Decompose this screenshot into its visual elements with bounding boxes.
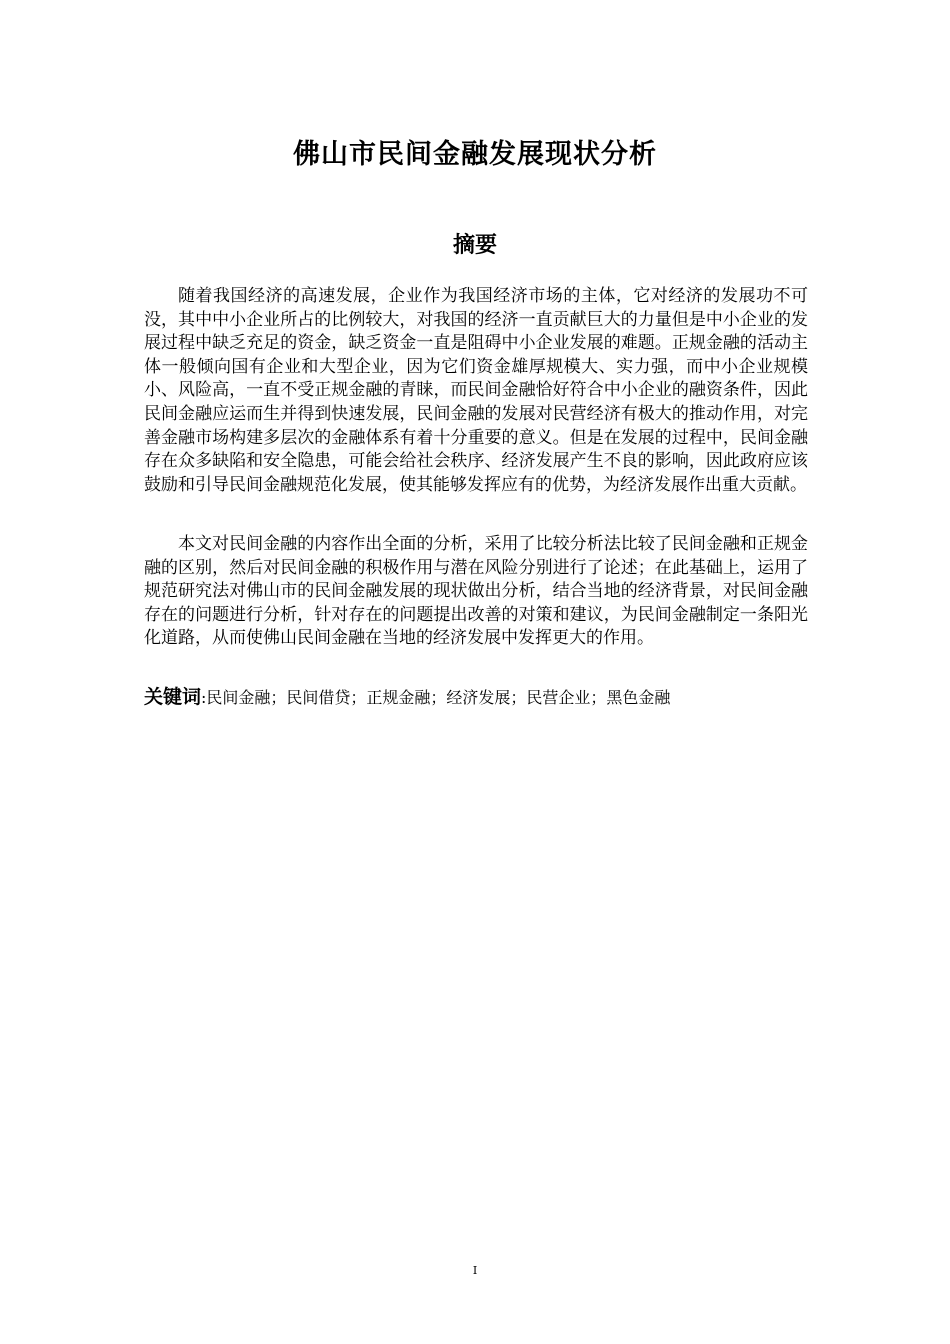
keywords-separator: : xyxy=(201,688,207,707)
abstract-paragraph-1: 随着我国经济的高速发展，企业作为我国经济市场的主体，它对经济的发展功不可没，其中中小企业所占的比例较大，对我国的经济一直贡献巨大的力量但是中小企业的发展过程中缺乏充足的资金，缺乏资金一直是阻碍中小企业发展的难题。正规金融的活动主体一般倾向国有企业和大型企业，因为它们资金雄厚规模大、实力强，而中小企业规模小、风险高，一直不受正规金融的青睐，而民间金融恰好符合中小企业的融资条件，因此民间金融应运而生并得到快速发展，民间金融的发展对民营经济有极大的推动作用，对完善金融市场构建多层次的金融体系有着十分重要的意义。但是在发展的过程中，民间金融存在众多缺陷和安全隐患，可能会给社会秩序、经济发展产生不良的影响，因此政府应该鼓励和引导民间金融规范化发展，使其能够发挥应有的优势，为经济发展作出重大贡献。 xyxy=(144,286,808,495)
keywords-line xyxy=(144,682,824,709)
document-title: 佛山市民间金融发展现状分析 xyxy=(293,139,657,170)
keywords-label: 关键词 xyxy=(144,686,202,708)
abstract-heading: 摘要 xyxy=(452,233,497,258)
abstract-paragraph-2: 本文对民间金融的内容作出全面的分析，采用了比较分析法比较了民间金融和正规金融的区别，然后对民间金融的积极作用与潜在风险分别进行了论述；在此基础上，运用了规范研究法对佛山市的民间金融发展的现状做出分析，结合当地的经济背景，对民间金融存在的问题进行分析，针对存在的问题提出改善的对策和建议，为民间金融制定一条阳光化道路，从而使佛山民间金融在当地的经济发展中发挥更大的作用。 xyxy=(144,534,808,649)
keywords-list: 民间金融；民间借贷；正规金融；经济发展；民营企业；黑色金融 xyxy=(206,688,671,707)
page-number: I xyxy=(472,1264,478,1277)
